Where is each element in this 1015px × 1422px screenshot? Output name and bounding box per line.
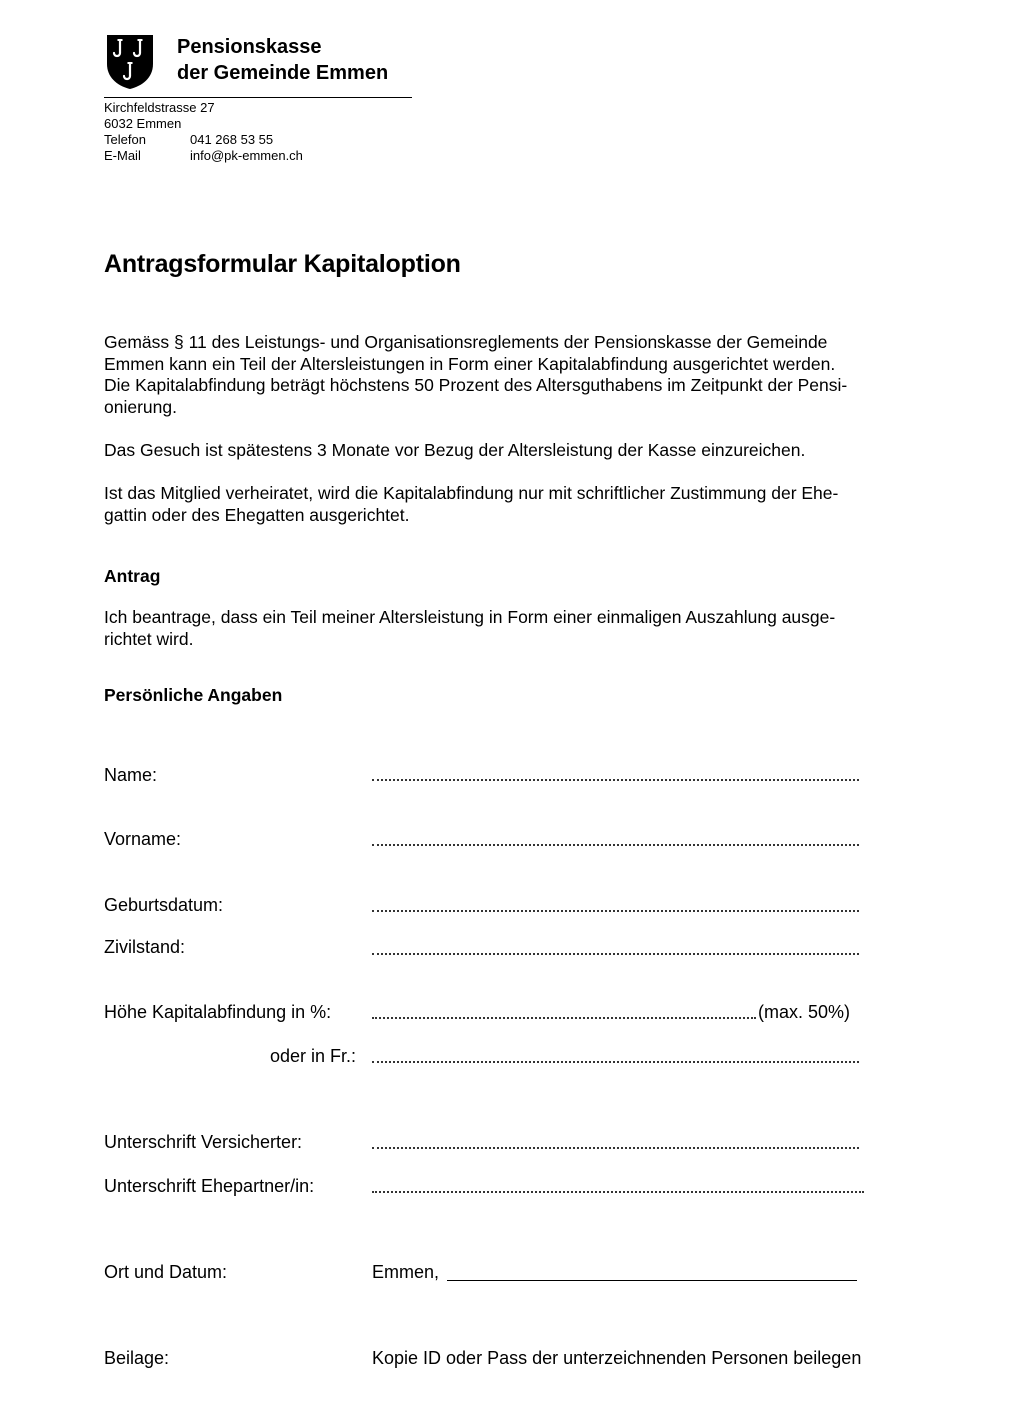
antrag-paragraph <box>104 607 912 650</box>
attachment-label: Beilage: <box>104 1348 170 1368</box>
intro-p1-line: onierung. <box>104 396 177 417</box>
signature-insured-field[interactable] <box>372 1147 859 1149</box>
antrag-line: Ich beantrage, dass ein Teil meiner Altersleistung in Form einer einmaligen Auszahlung ausge- <box>104 607 836 627</box>
intro-paragraph-1 <box>104 332 912 418</box>
chf-label: oder in Fr.: <box>270 1046 357 1066</box>
email-label: E-Mail <box>104 148 141 163</box>
address-street: Kirchfeldstrasse 27 <box>104 100 215 115</box>
phone-value: 041 268 53 55 <box>190 132 274 147</box>
coat-of-arms-logo <box>106 34 154 90</box>
percent-field[interactable] <box>372 1017 756 1019</box>
percent-label: Höhe Kapitalabfindung in %: <box>104 1002 332 1022</box>
date-field[interactable] <box>447 1280 857 1281</box>
firstname-label: Vorname: <box>104 829 182 849</box>
phone-label: Telefon <box>104 132 146 147</box>
org-name-line2: der Gemeinde Emmen <box>177 62 389 84</box>
address-city: 6032 Emmen <box>104 116 182 131</box>
signature-spouse-label: Unterschrift Ehepartner/in: <box>104 1176 315 1196</box>
intro-p2-line: Das Gesuch ist spätestens 3 Monate vor Bezug der Altersleistung der Kasse einzureichen. <box>104 440 806 460</box>
percent-max-note: (max. 50%) <box>758 1002 851 1022</box>
header-divider <box>104 97 412 98</box>
intro-p3-line: Ist das Mitglied verheiratet, wird die Kapitalabfindung nur mit schriftlicher Zustimmung der Ehe- <box>104 483 839 503</box>
signature-insured-label: Unterschrift Versicherter: <box>104 1132 303 1152</box>
intro-p1-line: Die Kapitalabfindung beträgt höchstens 50 Prozent des Altersguthabens im Zeitpunkt der Pensi- <box>104 375 848 395</box>
birthdate-label: Geburtsdatum: <box>104 895 224 915</box>
intro-p1-line: Emmen kann ein Teil der Altersleistungen in Form einer Kapitalabfindung ausgerichtet werden. <box>104 353 836 374</box>
civil-status-field[interactable] <box>372 953 859 955</box>
signature-spouse-field[interactable] <box>372 1191 864 1193</box>
name-field[interactable] <box>372 779 859 781</box>
civil-status-label: Zivilstand: <box>104 937 186 957</box>
name-label: Name: <box>104 765 158 785</box>
birthdate-field[interactable] <box>372 910 859 912</box>
intro-p3-line: gattin oder des Ehegatten ausgerichtet. <box>104 504 410 525</box>
chf-field[interactable] <box>372 1061 859 1063</box>
place-value: Emmen, <box>372 1262 440 1282</box>
antrag-line: richtet wird. <box>104 628 194 649</box>
intro-paragraph-3 <box>104 483 912 526</box>
attachment-note: Kopie ID oder Pass der unterzeichnenden Personen beilegen <box>372 1348 862 1368</box>
firstname-field[interactable] <box>372 844 859 846</box>
document-title: Antragsformular Kapitaloption <box>104 250 461 278</box>
intro-paragraph-2 <box>104 440 912 462</box>
email-value: info@pk-emmen.ch <box>190 148 303 163</box>
intro-p1-line: Gemäss § 11 des Leistungs- und Organisationsreglements der Pensionskasse der Gemeinde <box>104 332 828 352</box>
personal-heading: Persönliche Angaben <box>104 685 283 705</box>
org-name-line1: Pensionskasse <box>177 36 322 58</box>
place-date-label: Ort und Datum: <box>104 1262 228 1282</box>
antrag-heading: Antrag <box>104 566 161 586</box>
